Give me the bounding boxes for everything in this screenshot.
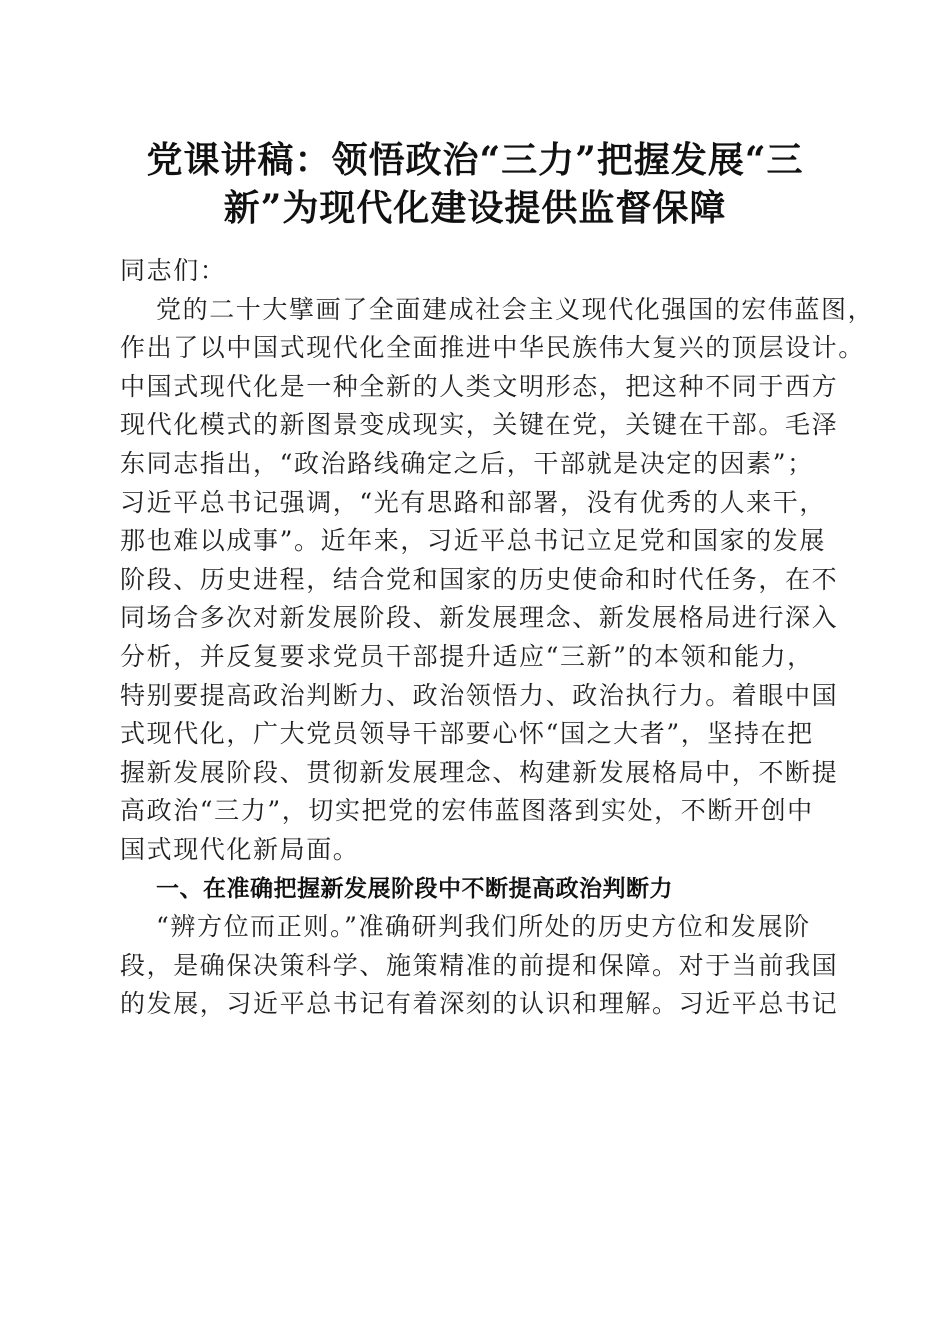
paragraph-line: 特别要提高政治判断力、政治领悟力、政治执行力。着眼中国 bbox=[120, 680, 839, 710]
title-line: 新”为现代化建设提供监督保障 bbox=[223, 187, 727, 229]
paragraph-line: 高政治“三力”，切实把党的宏伟蓝图落到实处，不断开创中 bbox=[120, 796, 814, 826]
paragraph-line: 那也难以成事”。近年来，习近平总书记立足党和国家的发展 bbox=[120, 526, 826, 556]
paragraph-line: 同场合多次对新发展阶段、新发展理念、新发展格局进行深入 bbox=[120, 603, 839, 633]
section-heading: 一、在准确把握新发展阶段中不断提高政治判断力 bbox=[156, 875, 673, 902]
paragraph-line: 习近平总书记强调，“光有思路和部署，没有优秀的人来干， bbox=[120, 487, 826, 517]
paragraph-line: 党的二十大擘画了全面建成社会主义现代化强国的宏伟蓝图， bbox=[156, 294, 875, 324]
paragraph-line: 的发展，习近平总书记有着深刻的认识和理解。习近平总书记 bbox=[120, 989, 839, 1019]
paragraph-line: 国式现代化新局面。 bbox=[120, 834, 360, 864]
paragraph-line: 握新发展阶段、贯彻新发展理念、构建新发展格局中，不断提 bbox=[120, 757, 839, 787]
paragraph-line: 阶段、历史进程，结合党和国家的历史使命和时代任务，在不 bbox=[120, 564, 839, 594]
paragraph-line: “辨方位而正则。”准确研判我们所处的历史方位和发展阶 bbox=[156, 912, 811, 942]
paragraph-line: 段，是确保决策科学、施策精准的前提和保障。对于当前我国 bbox=[120, 950, 839, 980]
paragraph-line: 式现代化，广大党员领导干部要心怀“国之大者”，坚持在把 bbox=[120, 719, 814, 749]
paragraph-line: 分析，并反复要求党员干部提升适应“三新”的本领和能力， bbox=[120, 641, 814, 671]
document-title bbox=[100, 136, 850, 232]
paragraph-line: 现代化模式的新图景变成现实，关键在党，关键在干部。毛泽 bbox=[120, 410, 839, 440]
document-body bbox=[120, 252, 875, 1024]
paragraph-line: 作出了以中国式现代化全面推进中华民族伟大复兴的顶层设计。 bbox=[120, 333, 865, 363]
salutation: 同志们： bbox=[120, 256, 227, 285]
title-line: 党课讲稿：领悟政治“三力”把握发展“三 bbox=[146, 139, 804, 181]
paragraph-line: 中国式现代化是一种全新的人类文明形态，把这种不同于西方 bbox=[120, 371, 839, 401]
paragraph-line: 东同志指出，“政治路线确定之后，干部就是决定的因素”； bbox=[120, 448, 814, 478]
